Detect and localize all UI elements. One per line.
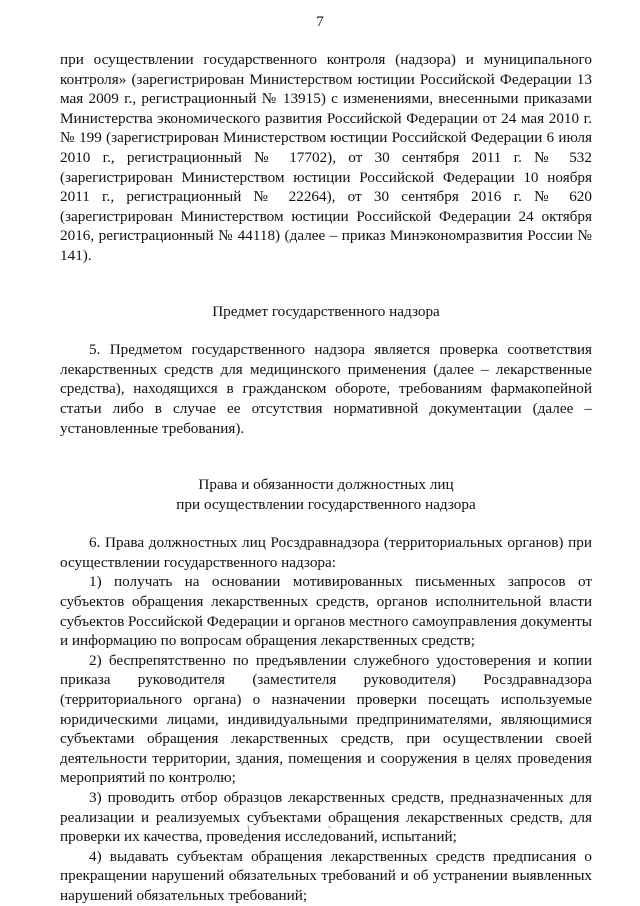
list-item: 4) выдавать субъектам обращения лекарственных средств предписания о прекращении нарушений обязательных требований и об устранении выявленных нарушений обязательных требований; — [60, 847, 592, 904]
intro-paragraph: при осуществлении государственного контроля (надзора) и муниципального контроля» (зарегистрирован Министерством юстиции Российской Федерации 13 мая 2009 г., регистрационный № 13915) с изменениями, внесенными приказами Министерства экономического развития Российской Федерации от 24 мая 2010 г. № 199 (зарегистрирован Министерством юстиции Российской Федерации 6 июля 2010 г., регистрационный № 17702), от 30 сентября 2011 г. № 532 (зарегистрирован Министерством юстиции Российской Федерации 10 ноября 2011 г., регистрационный № 22264), от 30 сентября 2016 г. № 620 (зарегистрирован Министерством юстиции Российской Федерации 24 октября 2016, регистрационный № 44118) (далее – приказ Минэкономразвития России № 141). — [60, 51, 592, 264]
paragraph-6: 6. Права должностных лиц Росздравнадзора (территориальных органов) при осуществлении государственного надзора: — [60, 534, 592, 571]
list-item: 2) беспрепятственно по предъявлении служебного удостоверения и копии приказа руководителя (заместителя руководителя) Росздравнадзора (территориального органа) о назначении проверки посещать используемые юридическими лицами, индивидуальными предпринимателями, являющимися субъектами обращения лекарственных средств, при осуществлении своей деятельности территории, здания, помещения и сооружения в целях проведения мероприятий по контролю; — [60, 651, 592, 787]
paragraph-5: 5. Предметом государственного надзора является проверка соответствия лекарственных средств для медицинского применения (далее – лекарственные средства), находящихся в гражданском обороте, требованиям фармакопейной статьи либо в случае ее отсутствия нормативной документации (далее – установленные требования). — [60, 341, 592, 437]
section-heading-subject: Предмет государственного надзора — [212, 302, 440, 320]
list-item: 1) получать на основании мотивированных письменных запросов от субъектов обращения лекарственных средств, органов исполнительной власти субъектов Российской Федерации и органов местного самоуправления документы и информацию по вопросам обращения лекарственных средств; — [60, 573, 592, 650]
document-body — [60, 50, 592, 906]
section-heading-rights-line2: при осуществлении государственного надзора — [176, 495, 476, 513]
section-heading-rights-line1: Права и обязанности должностных лиц — [198, 476, 454, 494]
scan-artifact-marks — [200, 822, 440, 838]
list-item: 3) проводить отбор образцов лекарственных средств, предназначенных для реализации и реализуемых субъектами обращения лекарственных средств, для проверки их качества, проведения исследований, испытаний; — [60, 789, 592, 846]
page-number: 7 — [316, 14, 324, 30]
